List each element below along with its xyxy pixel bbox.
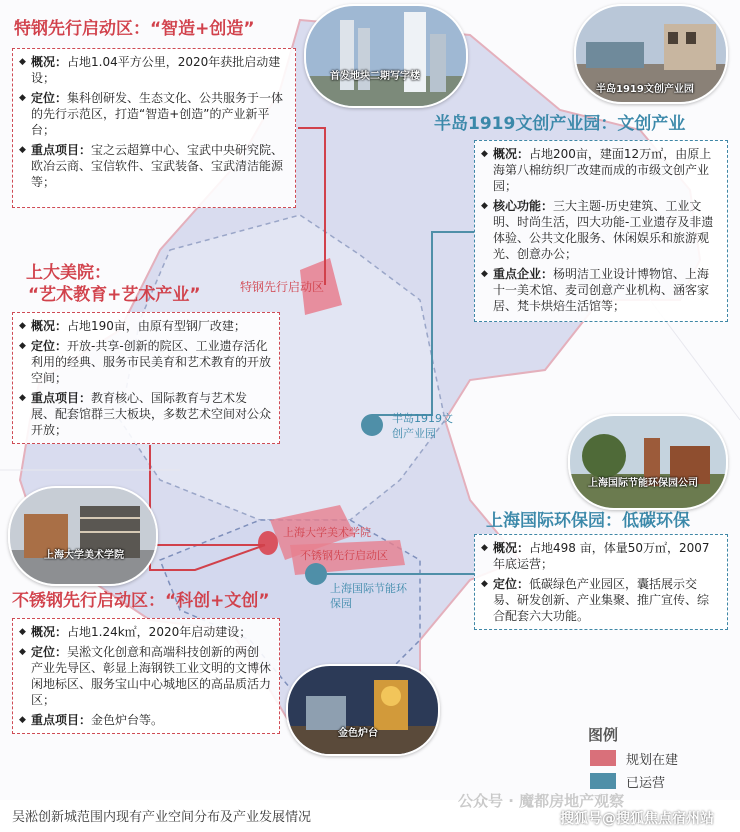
panel-item xyxy=(19,390,271,438)
item-label: 重点项目： xyxy=(31,713,92,727)
env-park-marker xyxy=(305,563,327,585)
panel-item xyxy=(19,142,287,190)
item-text: 三大主题-历史建筑、工业文明、时尚生活，四大功能-工业遗存及非遗体验、公共文化服务、休闲娱乐和旅游观光、创意办公； xyxy=(493,199,714,261)
panel-item xyxy=(481,266,719,314)
legend-swatch-operating xyxy=(590,773,616,789)
env-park-photo xyxy=(568,414,728,510)
legend-label-operating: 已运营 xyxy=(626,776,666,791)
item-label: 定位： xyxy=(31,645,68,659)
panel-item xyxy=(481,576,719,624)
env-park-panel xyxy=(474,534,728,630)
shougang-photo-caption: 首发地块二期写字楼 xyxy=(330,71,420,82)
item-text: 占地200亩，建面12万㎡，由原上海第八棉纺织厂改建而成的市级文创产业园； xyxy=(493,147,712,193)
art-school-photo xyxy=(8,486,158,586)
item-text: 开放-共享-创新的院区、工业遗存活化利用的经典、服务市民美育和艺术教育的开放空间； xyxy=(31,339,272,385)
stainless-map-label: 不锈钢先行启动区 xyxy=(300,549,388,562)
item-text: 宝之云超算中心、宝武中央研究院、欧冶云商、宝信软件、宝武装备、宝武清洁能源等； xyxy=(31,143,284,189)
bullet-icon: ◆ xyxy=(481,269,488,279)
panel-item xyxy=(481,198,719,262)
art-school-marker xyxy=(258,531,278,555)
legend-label-planned: 规划在建 xyxy=(626,753,679,768)
peninsula-map-label-1: 半岛1919文 xyxy=(392,412,453,425)
panel-item xyxy=(19,90,287,138)
bullet-icon: ◆ xyxy=(19,93,26,103)
legend-swatch-planned xyxy=(590,750,616,766)
watermark-sohu: 搜狐号@搜狐焦点宿州站 xyxy=(560,811,714,827)
watermark-wechat: 公众号 · 魔都房地产观察 xyxy=(458,792,625,810)
item-label: 定位： xyxy=(31,91,68,105)
panel-item xyxy=(19,624,271,640)
bullet-icon: ◆ xyxy=(19,341,26,351)
peninsula-map-label-2: 创产业园 xyxy=(392,427,436,440)
item-text: 占地1.24k㎡，2020年启动建设； xyxy=(67,625,252,639)
item-label: 概况： xyxy=(31,319,68,333)
special-steel-map-label: 特钢先行启动区 xyxy=(240,280,325,294)
panel-item xyxy=(19,338,271,386)
peninsula-marker xyxy=(361,414,383,436)
item-label: 概况： xyxy=(31,55,68,69)
env-park-map-label-2: 保园 xyxy=(330,597,352,610)
art-school-panel xyxy=(12,312,280,444)
item-text: 杨明洁工业设计博物馆、上海十一美术馆、麦司创意产业机构、涵客家居、梵卡烘焙生活馆等； xyxy=(493,267,710,313)
bullet-icon: ◆ xyxy=(19,627,26,637)
item-text: 教育核心、国际教育与艺术发展、配套馆群三大板块，多数艺术空间对公众开放； xyxy=(31,391,272,437)
item-text: 集科创研发、生态文化、公共服务于一体的先行示范区，打造“智造+创造”的产业新平台； xyxy=(31,91,284,137)
legend-title: 图例 xyxy=(588,726,619,744)
item-text: 占地1.04平方公里，2020年获批启动建设； xyxy=(31,55,281,85)
env-park-map-label-1: 上海国际节能环 xyxy=(330,582,407,595)
item-label: 重点项目： xyxy=(31,143,92,157)
item-label: 定位： xyxy=(31,339,68,353)
art-school-title-1: 上大美院： xyxy=(26,263,111,283)
item-label: 重点项目： xyxy=(31,391,92,405)
item-label: 核心功能： xyxy=(493,199,554,213)
item-text: 金色炉台等。 xyxy=(91,713,164,727)
env-park-photo-caption: 上海国际节能环保园公司 xyxy=(588,478,698,489)
figure-caption: 吴淞创新城范围内现有产业空间分布及产业发展情况 xyxy=(12,810,312,825)
special-steel-title: 特钢先行启动区：“智造+创造” xyxy=(14,19,255,39)
bullet-icon: ◆ xyxy=(19,57,26,67)
bullet-icon: ◆ xyxy=(481,579,488,589)
panel-item xyxy=(19,54,287,86)
item-text: 占地190亩，由原有型钢厂改建； xyxy=(67,319,246,333)
item-text: 吴淞文化创意和高端科技创新的两创产业先导区、彰显上海钢铁工业文明的文博休闲地标区、服务宝山中心城地区的高品质活力区； xyxy=(31,645,272,707)
bullet-icon: ◆ xyxy=(481,543,488,553)
peninsula-photo-caption: 半岛1919文创产业园 xyxy=(596,84,694,95)
bullet-icon: ◆ xyxy=(19,715,26,725)
item-label: 定位： xyxy=(493,577,530,591)
item-label: 概况： xyxy=(31,625,68,639)
panel-item xyxy=(19,712,271,728)
art-school-photo-caption: 上海大学美术学院 xyxy=(44,550,124,561)
bullet-icon: ◆ xyxy=(481,149,488,159)
panel-item xyxy=(481,146,719,194)
shougang-office-photo xyxy=(304,4,468,108)
panel-item xyxy=(19,644,271,708)
bullet-icon: ◆ xyxy=(19,145,26,155)
panel-item xyxy=(481,540,719,572)
item-text: 占地498 亩，体量50万㎡，2007年底运营； xyxy=(493,541,710,571)
golden-furnace-photo xyxy=(286,664,440,756)
special-steel-panel xyxy=(12,48,296,208)
item-text: 低碳绿色产业园区，囊括展示交易、研发创新、产业集聚、推广宣传、综合配套六大功能。 xyxy=(493,577,710,623)
stainless-panel xyxy=(12,618,280,734)
item-label: 重点企业： xyxy=(493,267,554,281)
bullet-icon: ◆ xyxy=(19,647,26,657)
art-school-title-2: “艺术教育+艺术产业” xyxy=(28,285,201,305)
item-label: 概况： xyxy=(493,541,530,555)
bullet-icon: ◆ xyxy=(19,321,26,331)
env-park-title: 上海国际环保园：低碳环保 xyxy=(486,511,690,531)
panel-item xyxy=(19,318,271,334)
peninsula-title: 半岛1919文创产业园：文创产业 xyxy=(434,114,686,134)
art-school-map-label: 上海大学美术学院 xyxy=(283,526,371,539)
peninsula-panel xyxy=(474,140,728,322)
golden-furnace-photo-caption: 金色炉台 xyxy=(338,728,378,739)
item-label: 概况： xyxy=(493,147,530,161)
bullet-icon: ◆ xyxy=(481,201,488,211)
bullet-icon: ◆ xyxy=(19,393,26,403)
stainless-title: 不锈钢先行启动区：“科创+文创” xyxy=(12,591,270,611)
